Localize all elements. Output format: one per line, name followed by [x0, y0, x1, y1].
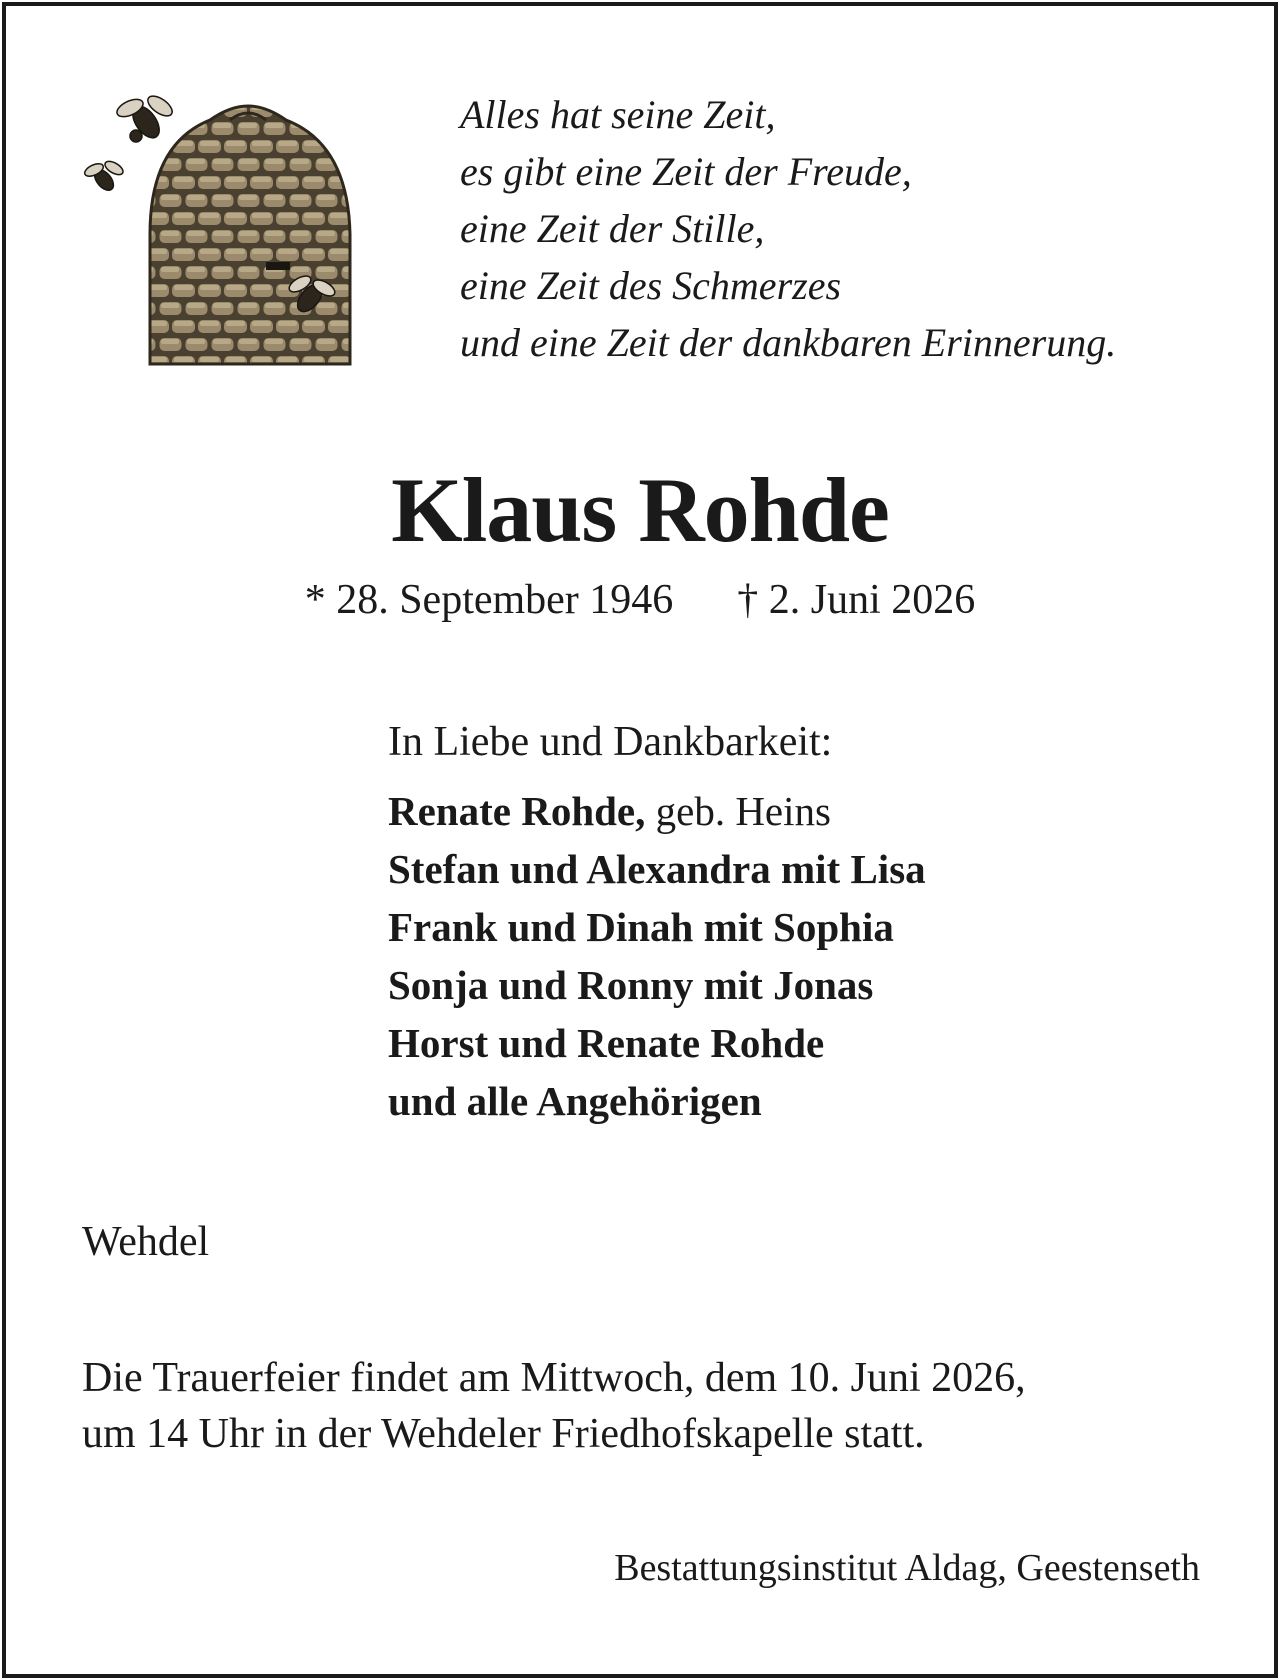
poem-line: eine Zeit der Stille, [460, 206, 765, 251]
mourner-line [388, 1014, 1208, 1072]
mourner-line [388, 782, 1208, 840]
mourner-line [388, 840, 1208, 898]
service-info [82, 1350, 1242, 1462]
mourner-line [388, 956, 1208, 1014]
beehive-icon [80, 84, 380, 374]
mourner-line [388, 898, 1208, 956]
service-line: um 14 Uhr in der Wehdeler Friedhofskapelle statt. [82, 1411, 925, 1457]
life-dates [0, 572, 1280, 628]
place: Wehdel [82, 1219, 210, 1265]
poem-line: eine Zeit des Schmerzes [460, 263, 842, 308]
death-date: † 2. Juni 2026 [737, 577, 976, 623]
mourner-name: und alle Angehörigen [388, 1078, 762, 1124]
mourner-note: geb. Heins [645, 788, 831, 834]
service-line: Die Trauerfeier findet am Mittwoch, dem 10. Juni 2026, [82, 1355, 1026, 1401]
undertaker: Bestattungsinstitut Aldag, Geestenseth [614, 1547, 1200, 1589]
poem-line: und eine Zeit der dankbaren Erinnerung. [460, 320, 1117, 365]
mourners-intro: In Liebe und Dankbarkeit: [388, 719, 833, 765]
poem-line: Alles hat seine Zeit, [460, 92, 776, 137]
poem-line: es gibt eine Zeit der Freude, [460, 149, 912, 194]
mourner-line [388, 1072, 1208, 1130]
birth-date: * 28. September 1946 [304, 577, 674, 623]
mourner-name: Sonja und Ronny mit Jonas [388, 962, 874, 1008]
mourner-name: Renate Rohde, [388, 788, 646, 834]
mourner-name: Frank und Dinah mit Sophia [388, 904, 894, 950]
mourner-name: Horst und Renate Rohde [388, 1020, 825, 1066]
mourner-name: Stefan und Alexandra mit Lisa [388, 846, 926, 892]
deceased-name: Klaus Rohde [391, 459, 889, 561]
mourners-block [388, 712, 1208, 1130]
poem [460, 86, 1220, 371]
